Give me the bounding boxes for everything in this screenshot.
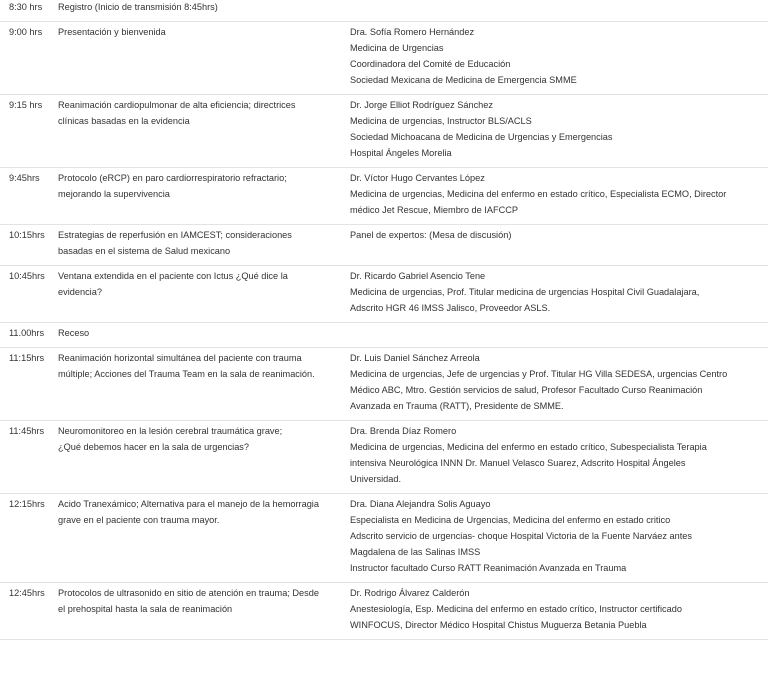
schedule-topic [58,168,350,225]
schedule-topic [58,225,350,266]
speaker-line: Sociedad Mexicana de Medicina de Emergencia SMME [350,75,577,85]
speaker-line: Adscrito HGR 46 IMSS Jalisco, Proveedor ASLS. [350,303,551,313]
speaker-line: Sociedad Michoacana de Medicina de Urgencias y Emergencias [350,132,613,142]
speaker-line: Instructor facultado Curso RATT Reanimación Avanzada en Trauma [350,563,627,573]
topic-line: grave en el paciente con trauma mayor. [58,515,220,525]
topic-line: evidencia? [58,287,102,297]
schedule-topic [58,22,350,95]
topic-line: ¿Qué debemos hacer en la sala de urgencias? [58,442,250,452]
schedule-row [0,348,768,421]
topic-line: Acido Tranexámico; Alternativa para el manejo de la hemorragia [58,499,319,509]
topic-line: Reanimación horizontal simultánea del paciente con trauma [58,353,302,363]
speaker-line: Dr. Luis Daniel Sánchez Arreola [350,353,480,363]
schedule-topic [58,583,350,640]
schedule-time: 12:15hrs [0,494,58,583]
schedule-row [0,168,768,225]
speaker-line: Medicina de Urgencias [350,43,444,53]
speaker-line: Dr. Rodrigo Álvarez Calderón [350,588,470,598]
speaker-line: Dra. Sofía Romero Hernández [350,27,475,37]
schedule-time: 12:45hrs [0,583,58,640]
speaker-line: Medicina de urgencias, Medicina del enfermo en estado crítico, Subespecialista Terapia [350,442,707,452]
speaker-line: Medicina de urgencias, Prof. Titular medicina de urgencias Hospital Civil Guadalajara, [350,287,700,297]
speaker-line: intensiva Neurológica INNN Dr. Manuel Velasco Suarez, Adscrito Hospital Ángeles [350,458,686,468]
schedule-row [0,494,768,583]
topic-line: Ventana extendida en el paciente con Ictus ¿Qué dice la [58,271,288,281]
speaker-line: Avanzada en Trauma (RATT), Presidente de SMME. [350,401,564,411]
topic-line: Protocolo (eRCP) en paro cardiorrespiratorio refractario; [58,173,287,183]
schedule-time: 10:45hrs [0,266,58,323]
speaker-line: Hospital Ángeles Morelia [350,148,452,158]
schedule-speaker [350,168,768,225]
schedule-time: 11.00hrs [0,323,58,348]
topic-line: el prehospital hasta la sala de reanimación [58,604,233,614]
topic-line: clínicas basadas en la evidencia [58,116,190,126]
topic-line: Receso [58,328,90,338]
topic-line: Protocolos de ultrasonido en sitio de atención en trauma; Desde [58,588,319,598]
schedule-speaker [350,348,768,421]
speaker-line: Dra. Brenda Díaz Romero [350,426,457,436]
schedule-speaker [350,323,768,348]
schedule-time: 11:15hrs [0,348,58,421]
topic-line: Presentación y bienvenida [58,27,166,37]
speaker-line: Medicina de urgencias, Jefe de urgencias y Prof. Titular HG Villa SEDESA, urgencias Centro [350,369,728,379]
speaker-line: Médico ABC, Mtro. Gestión servicios de salud, Profesor Facultado Curso Reanimación [350,385,703,395]
schedule-topic [58,348,350,421]
speaker-line: Adscrito servicio de urgencias- choque Hospital Victoria de la Fuente Narváez antes [350,531,692,541]
speaker-line: Panel de expertos: (Mesa de discusión) [350,230,512,240]
topic-line: Estrategias de reperfusión en IAMCEST; consideraciones [58,230,292,240]
schedule-topic [58,323,350,348]
schedule-time: 8:30 hrs [0,0,58,22]
schedule-time: 9:15 hrs [0,95,58,168]
schedule-row [0,421,768,494]
topic-line: Neuromonitoreo en la lesión cerebral traumática grave; [58,426,283,436]
schedule-row [0,0,768,22]
topic-line: basadas en el sistema de Salud mexicano [58,246,231,256]
speaker-line: Anestesiología, Esp. Medicina del enfermo en estado crítico, Instructor certificado [350,604,682,614]
speaker-line: WINFOCUS, Director Médico Hospital Chistus Muguerza Betania Puebla [350,620,647,630]
schedule-time: 10:15hrs [0,225,58,266]
schedule-row [0,583,768,640]
speaker-line: médico Jet Rescue, Miembro de IAFCCP [350,205,518,215]
topic-line: múltiple; Acciones del Trauma Team en la sala de reanimación. [58,369,315,379]
topic-line: Registro (Inicio de transmisión 8:45hrs) [58,2,218,12]
speaker-line: Magdalena de las Salinas IMSS [350,547,481,557]
schedule-row [0,266,768,323]
speaker-line: Dr. Ricardo Gabriel Asencio Tene [350,271,486,281]
topic-line: mejorando la supervivencia [58,189,170,199]
speaker-line: Universidad. [350,474,402,484]
speaker-line: Especialista en Medicina de Urgencias, Medicina del enfermo en estado critico [350,515,671,525]
schedule-row [0,225,768,266]
speaker-line: Dra. Diana Alejandra Solis Aguayo [350,499,491,509]
schedule-speaker [350,0,768,22]
schedule-topic [58,421,350,494]
speaker-line: Dr. Jorge Elliot Rodríguez Sánchez [350,100,493,110]
schedule-speaker [350,95,768,168]
schedule-row [0,323,768,348]
schedule-time: 9:00 hrs [0,22,58,95]
schedule-speaker [350,225,768,266]
speaker-line: Dr. Víctor Hugo Cervantes López [350,173,485,183]
speaker-line: Coordinadora del Comité de Educación [350,59,511,69]
schedule-speaker [350,494,768,583]
topic-line: Reanimación cardiopulmonar de alta eficiencia; directrices [58,100,296,110]
speaker-line: Medicina de urgencias, Medicina del enfermo en estado crítico, Especialista ECMO, Director [350,189,727,199]
schedule-time: 11:45hrs [0,421,58,494]
schedule-speaker [350,266,768,323]
schedule-speaker [350,22,768,95]
schedule-row [0,22,768,95]
schedule-speaker [350,583,768,640]
schedule-topic [58,95,350,168]
speaker-line: Medicina de urgencias, Instructor BLS/ACLS [350,116,532,126]
schedule-topic [58,266,350,323]
schedule-topic [58,0,350,22]
schedule-row [0,95,768,168]
schedule-time: 9:45hrs [0,168,58,225]
schedule-topic [58,494,350,583]
schedule-speaker [350,421,768,494]
